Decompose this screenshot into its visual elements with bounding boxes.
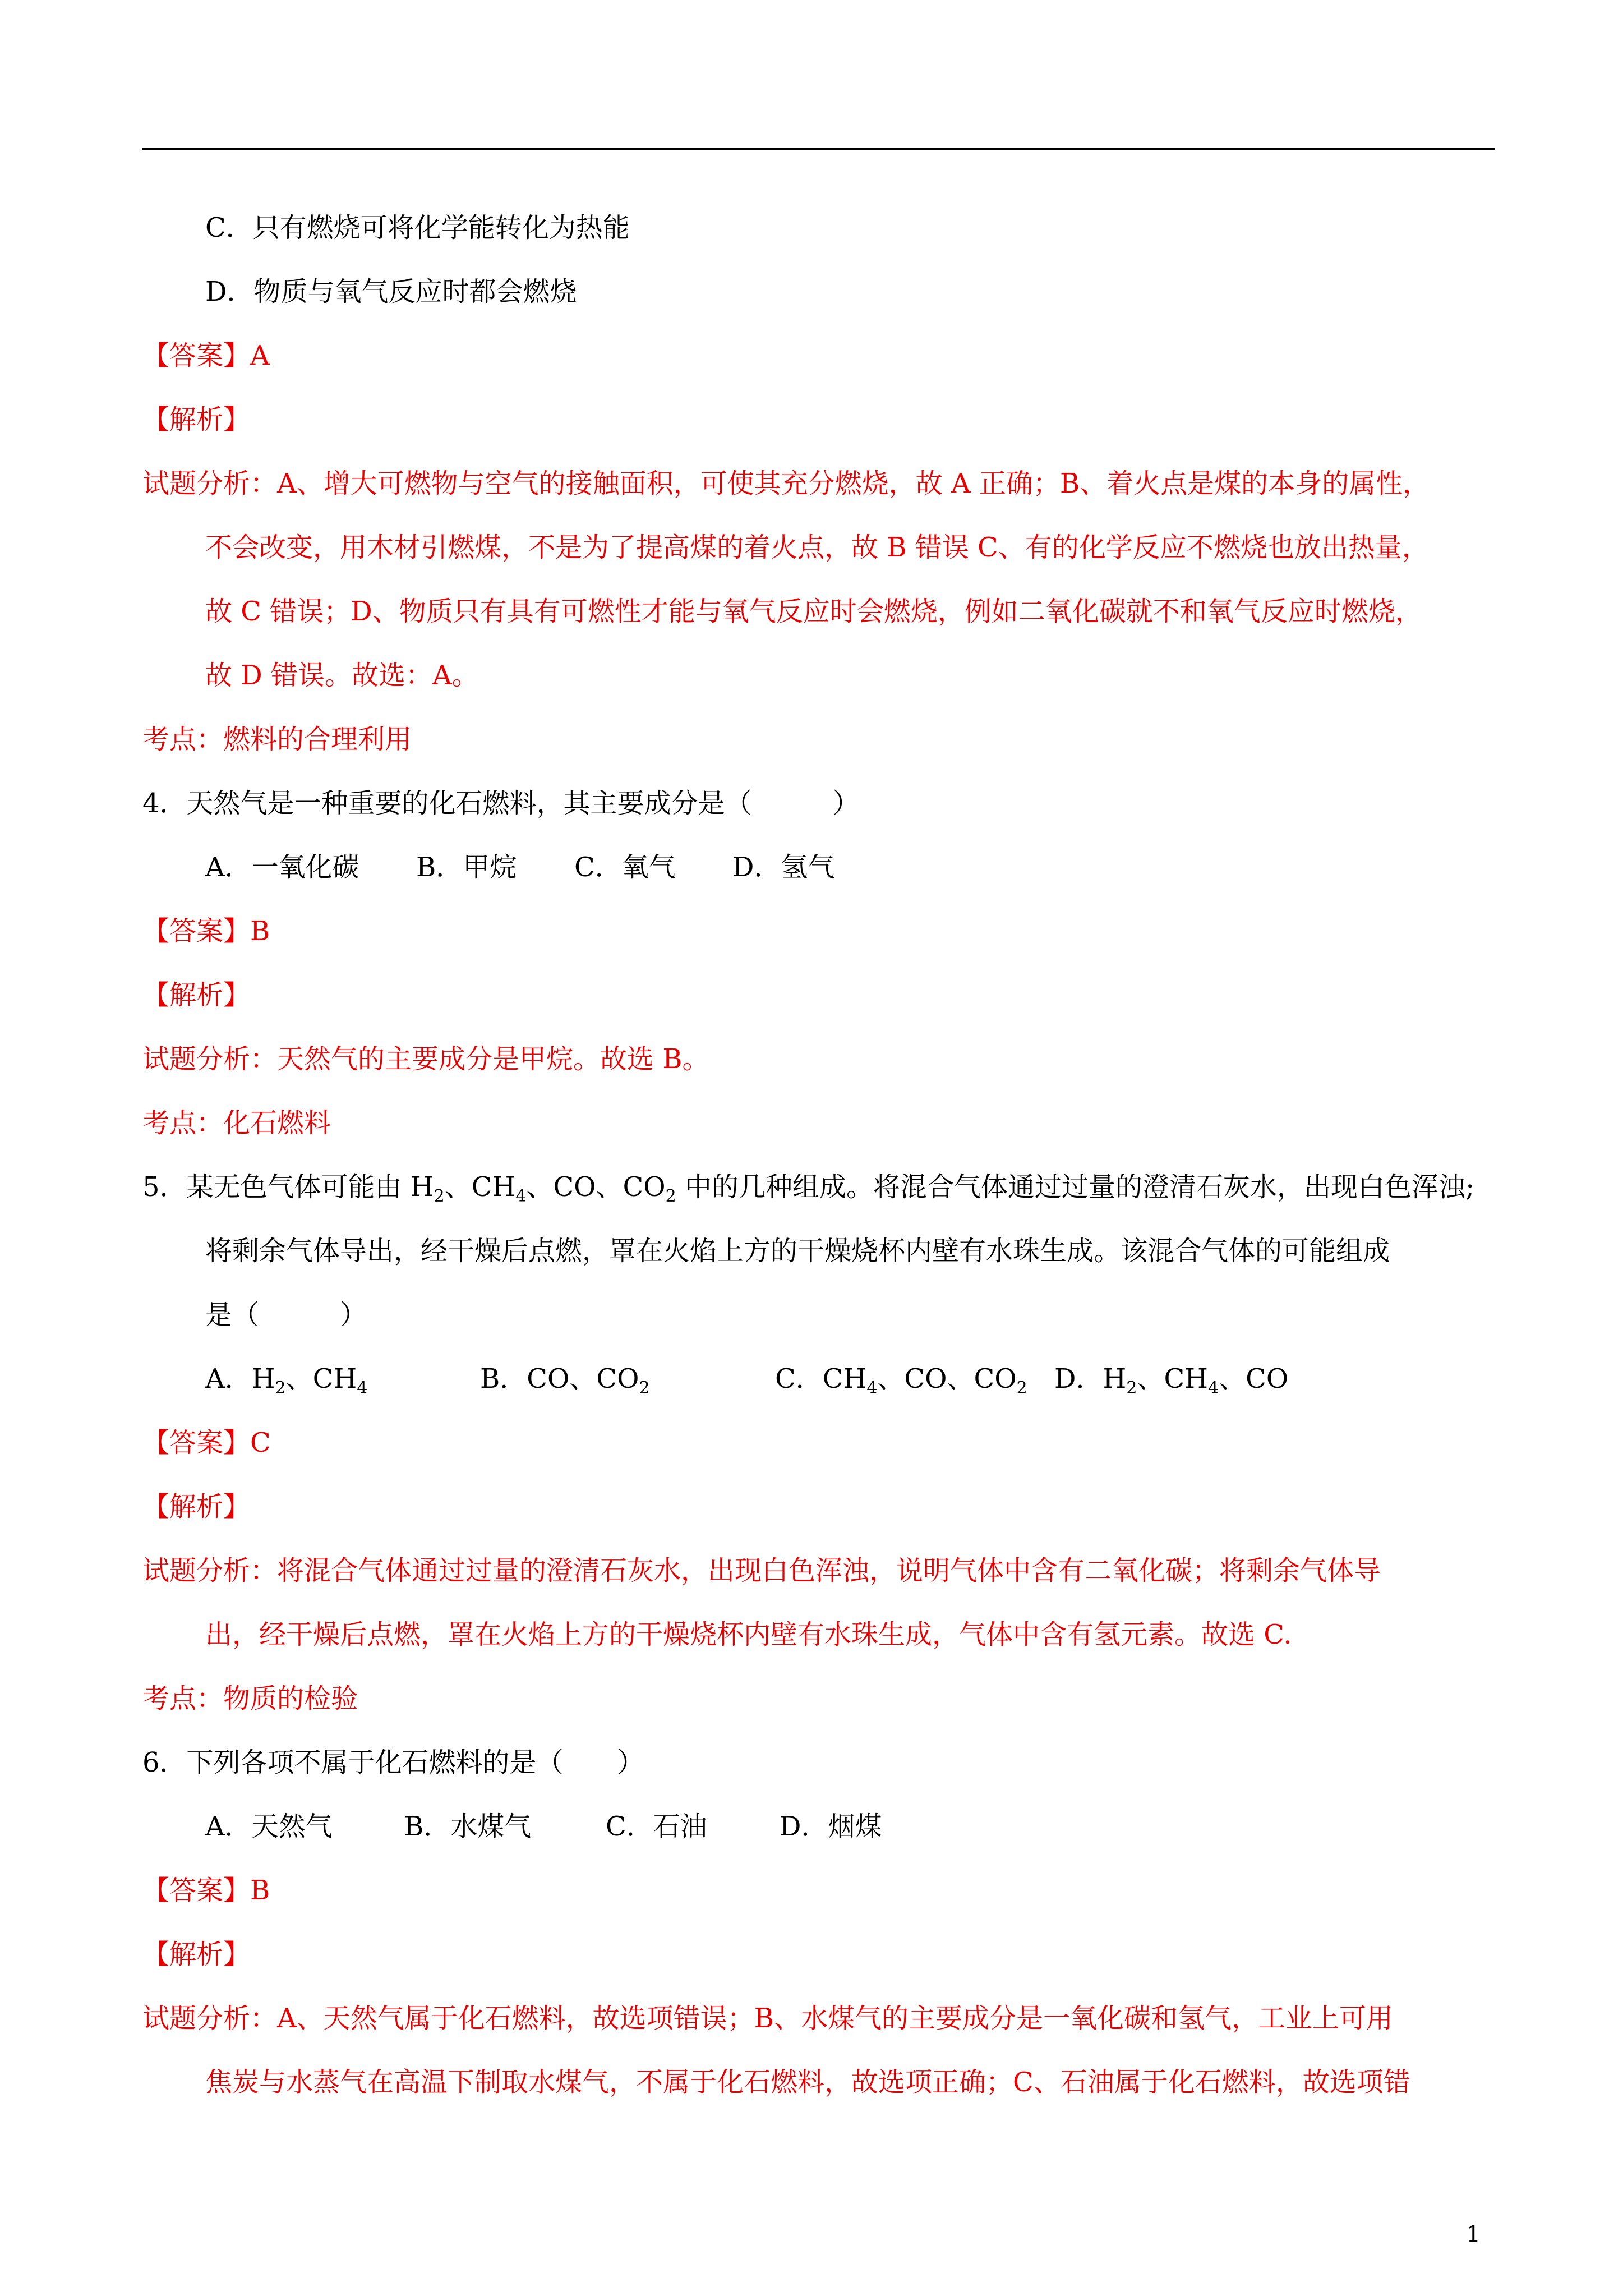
subscript: 4	[1208, 1378, 1219, 1398]
q4-answer	[142, 913, 270, 949]
q5-stem-line-3: 是（ ）	[205, 1299, 367, 1331]
q4-kaodian: 考点：化石燃料	[142, 1107, 331, 1139]
answer-value: B	[250, 1875, 270, 1906]
answer-label: 【答案】	[142, 1875, 251, 1906]
q3-analysis-line-3: 故 C 错误；D、物质只有具有可燃性才能与氧气反应时会燃烧，例如二氧化碳就不和氧气反应时燃烧，	[205, 596, 1422, 627]
q3-kaodian: 考点：燃料的合理利用	[142, 724, 412, 755]
q5-analysis-line-1: 试题分析：将混合气体通过过量的澄清石灰水，出现白色浑浊，说明气体中含有二氧化碳；将剩余气体导	[142, 1555, 1381, 1586]
option-text: A．H	[205, 1363, 275, 1395]
option-text: 、CH	[285, 1363, 357, 1395]
q4-analysis: 试题分析：天然气的主要成分是甲烷。故选 B。	[142, 1043, 709, 1075]
q5-stem-line-1	[142, 1169, 1474, 1205]
q3-analysis-line-4: 故 D 错误。故选：A。	[205, 660, 479, 691]
answer-label: 【答案】	[142, 340, 251, 371]
q6-analysis-line-1: 试题分析：A、天然气属于化石燃料，故选项错误；B、水煤气的主要成分是一氧化碳和氢气，工业上可用	[142, 2003, 1393, 2034]
answer-value: B	[250, 915, 270, 947]
option-text: B．CO、CO	[480, 1363, 639, 1395]
q5-stem-line-2: 将剩余气体导出，经干燥后点燃，罩在火焰上方的干燥烧杯内壁有水珠生成。该混合气体的可能组成	[205, 1235, 1390, 1267]
q5-stem-text: 中的几种组成。将混合气体通过过量的澄清石灰水，出现白色浑浊;	[676, 1171, 1475, 1203]
q5-kaodian: 考点：物质的检验	[142, 1683, 358, 1714]
q3-option-d: D．物质与氧气反应时都会燃烧	[205, 276, 577, 307]
subscript: 2	[434, 1186, 445, 1206]
subscript: 2	[1126, 1378, 1137, 1398]
q3-answer	[142, 338, 270, 374]
q6-stem: 6．下列各项不属于化石燃料的是（ ）	[142, 1747, 644, 1778]
q3-analysis-line-1: 试题分析：A、增大可燃物与空气的接触面积，可使其充分燃烧，故 A 正确；B、着火点是煤的本身的属性，	[142, 468, 1430, 499]
q5-option-c	[775, 1361, 1027, 1397]
option-text: C．CH	[775, 1363, 867, 1395]
q5-answer	[142, 1425, 271, 1461]
q5-option-d	[1054, 1361, 1288, 1397]
q5-option-b	[480, 1361, 650, 1397]
option-text: 、CO	[1219, 1363, 1289, 1395]
q6-option-a: A．天然气	[205, 1811, 333, 1842]
subscript: 2	[639, 1378, 650, 1398]
q4-option-c: C．氧气	[574, 852, 676, 883]
subscript: 2	[665, 1186, 676, 1206]
option-text: 、CH	[1137, 1363, 1209, 1395]
q4-option-b: B．甲烷	[416, 852, 517, 883]
q5-stem-text: 、CH	[444, 1171, 516, 1203]
q5-option-a	[205, 1361, 367, 1397]
q3-option-c: C．只有燃烧可将化学能转化为热能	[205, 212, 630, 243]
subscript: 2	[1016, 1378, 1027, 1398]
q6-option-c: C．石油	[606, 1811, 707, 1842]
option-text: 、CO、CO	[877, 1363, 1017, 1395]
q6-analysis-label: 【解析】	[142, 1939, 251, 1970]
q6-answer	[142, 1872, 270, 1908]
subscript: 4	[515, 1186, 527, 1206]
q5-analysis-label: 【解析】	[142, 1491, 251, 1522]
q4-analysis-label: 【解析】	[142, 979, 251, 1011]
option-text: D．H	[1054, 1363, 1127, 1395]
q3-analysis-label: 【解析】	[142, 404, 251, 435]
q3-analysis-line-2: 不会改变，用木材引燃煤，不是为了提高煤的着火点，故 B 错误 C、有的化学反应不燃烧也放出热量，	[205, 532, 1429, 563]
answer-label: 【答案】	[142, 1427, 251, 1458]
subscript: 4	[357, 1378, 368, 1398]
q4-stem: 4．天然气是一种重要的化石燃料，其主要成分是（ ）	[142, 788, 860, 819]
header-rule	[142, 148, 1495, 150]
answer-value: C	[250, 1427, 271, 1458]
q4-option-d: D．氢气	[732, 852, 835, 883]
q5-stem-text: 5．某无色气体可能由 H	[142, 1171, 434, 1203]
q6-option-d: D．烟煤	[780, 1811, 882, 1842]
subscript: 4	[866, 1378, 878, 1398]
q6-analysis-line-2: 焦炭与水蒸气在高温下制取水煤气，不属于化石燃料，故选项正确；C、石油属于化石燃料，故选项错	[205, 2067, 1410, 2098]
subscript: 2	[275, 1378, 286, 1398]
q5-stem-text: 、CO、CO	[526, 1171, 666, 1203]
answer-value: A	[250, 340, 270, 371]
q4-option-a: A．一氧化碳	[205, 852, 359, 883]
q6-option-b: B．水煤气	[404, 1811, 532, 1842]
q5-analysis-line-2: 出，经干燥后点燃，罩在火焰上方的干燥烧杯内壁有水珠生成，气体中含有氢元素。故选 C.	[205, 1619, 1292, 1650]
answer-label: 【答案】	[142, 915, 251, 947]
page-number: 1	[1466, 2221, 1481, 2247]
